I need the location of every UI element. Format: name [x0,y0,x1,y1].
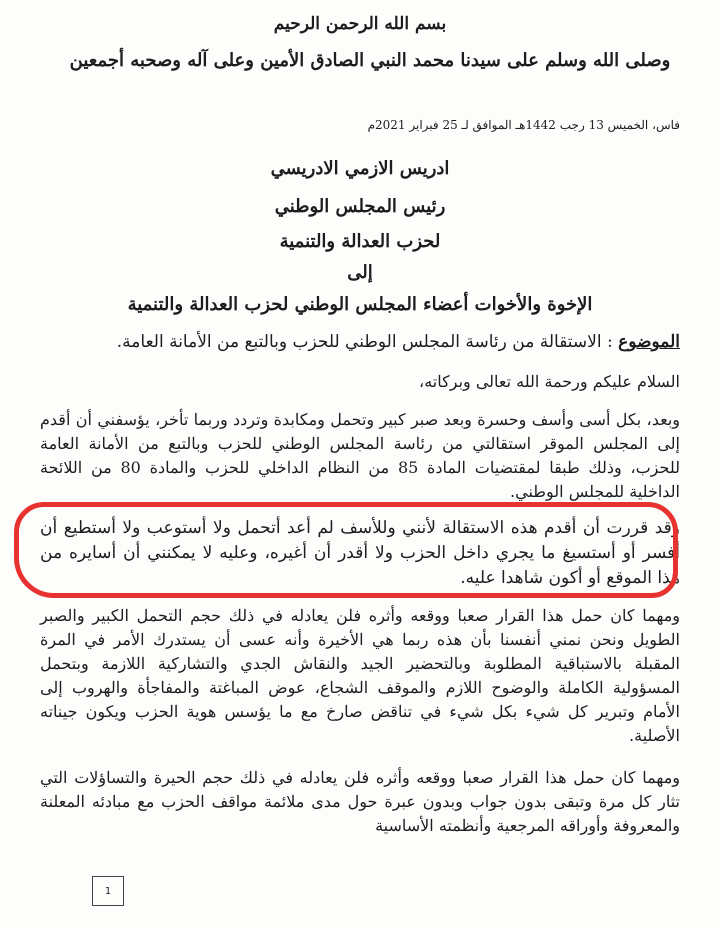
date-line: فاس، الخميس 13 رجب 1442هـ الموافق لـ 25 فبراير 2021م [367,118,680,132]
paragraph-3: ومهما كان حمل هذا القرار صعبا ووقعه وأثره فلن يعادله في ذلك حجم التحمل الكبير والصبر الطويل ونحن نمني أنفسنا بأن هذه ربما هي الأخيرة وأنه عسى أن يستدرك الأمر في المرة المقبلة بالاستباقية المطلوبة وبالتحضير الجيد والنقاش الجدي والتشاركية اللازمة وبتحمل المسؤولية الكاملة والوضوح اللازم والموقف الشجاع، عوض المباغتة والمفاجأة والهروب إلى الأمام وتبرير كل شيء بكل شيء في تناقض صارخ مع ما يؤسس هوية الحزب ويكون جيناته الأصلية. [40,606,681,745]
subject-line [117,332,680,352]
basmala: بسم الله الرحمن الرحيم [273,14,447,34]
paragraph-4: ومهما كان حمل هذا القرار صعبا ووقعه وأثره فلن يعادله في ذلك حجم الحيرة والتساؤلات التي تثار كل مرة وتبقى بدون جواب وبدون عبرة حول مدى ملائمة مواقف الحزب مع مبادئه المعلنة والمعروفة وأوراقه المرجعية وأنظمته الأساسية [40,768,681,835]
paragraph-2-highlighted: وقد قررت أن أقدم هذه الاستقالة لأنني وللأسف لم أعد أتحمل ولا أستوعب ولا أستطيع أن أفسر أو أستسيغ ما يجري داخل الحزب ولا أقدر أن أغيره، وعليه لا يمكنني أن أسايره من هذا الموقع أو أكون شاهدا عليه. [40,518,680,588]
author-role: رئيس المجلس الوطني [274,196,446,217]
recipients-line: الإخوة والأخوات أعضاء المجلس الوطني لحزب العدالة والتنمية [127,294,593,315]
to-label: إلى [347,262,373,283]
page-number: 1 [92,876,124,906]
subject-text: : الاستقالة من رئاسة المجلس الوطني للحزب وبالتبع من الأمانة العامة. [116,332,619,352]
subject-label: الموضوع [618,332,680,352]
salat-line: وصلى الله وسلم على سيدنا محمد النبي الصادق الأمين وعلى آله وصحبه أجمعين [69,50,671,71]
greeting: السلام عليكم ورحمة الله تعالى وبركاته، [419,372,680,391]
paragraph-1: وبعد، بكل أسى وأسف وحسرة وبعد صبر كبير وتحمل ومكابدة وتردد وربما تأخر، يؤسفني أن أقدم إلى المجلس الموقر استقالتي من رئاسة المجلس الوطني للحزب وبالتبع من الأمانة العامة للحزب، وذلك طبقا لمقتضيات المادة 85 من النظام الداخلي للحزب والمادة 80 من اللائحة الداخلية للمجلس الوطني. [40,410,680,501]
party-name: لحزب العدالة والتنمية [279,231,441,252]
red-highlight-outline [14,502,678,598]
author-name: ادريس الازمي الادريسي [270,158,450,179]
